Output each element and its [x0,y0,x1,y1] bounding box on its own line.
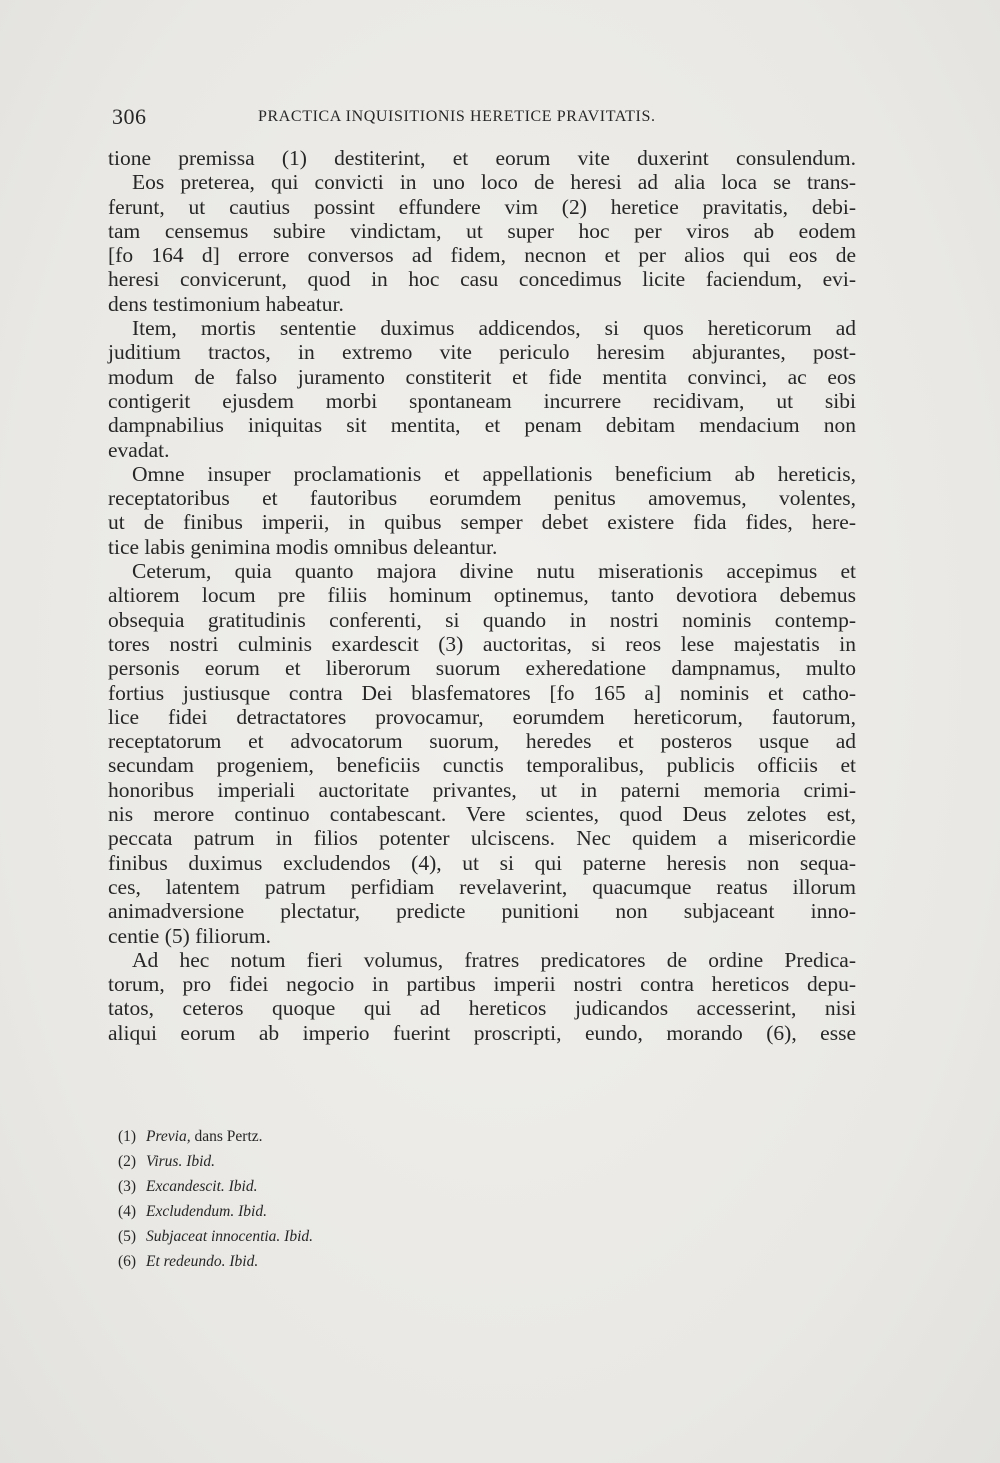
footnote [118,1124,518,1149]
text-line: finibus duximus excludendos (4), ut si qui paterne heresis non sequa- [108,850,856,875]
text-line: secundam progeniem, beneficiis cunctis temporalibus, publicis officiis et [108,753,856,778]
text-line: dens testimonium habeatur. [108,291,344,316]
running-head: PRACTICA INQUISITIONIS HERETICE PRAVITATIS. [258,108,656,125]
footnote-text: Virus. Ibid. [146,1153,216,1170]
text-line: personis eorum et liberorum suorum exheredatione dampnamus, multo [108,656,856,681]
text-line: modum de falso juramento constiterit et fide mentita convinci, ac eos [108,364,856,389]
footnotes [118,1124,518,1274]
text-line: evadat. [108,437,170,462]
text-line: Ad hec notum fieri volumus, fratres predicatores de ordine Predica- [132,947,856,972]
footnote [118,1224,518,1249]
text-line: tores nostri culminis exardescit (3) auctoritas, si reos lese majestatis in [108,631,856,656]
footnote-text: Subjaceat innocentia. Ibid. [146,1228,314,1245]
text-line: aliqui eorum ab imperio fuerint proscripti, eundo, morando (6), esse [108,1020,856,1045]
body-text [108,146,856,1045]
text-line: Eos preterea, qui convicti in uno loco de heresi ad alia loca se trans- [132,170,856,195]
footnote-mark: (1) [118,1128,137,1145]
text-line: Omne insuper proclamationis et appellationis beneficium ab hereticis, [132,461,856,486]
footnote-text: Excludendum. Ibid. [146,1203,267,1220]
footnote-text: Excandescit. Ibid. [146,1178,258,1195]
text-line: tatos, ceteros quoque qui ad hereticos judicandos accesserint, nisi [108,996,856,1021]
footnote [118,1249,518,1274]
text-line: peccata patrum in filios potenter ulciscens. Nec quidem a misericordie [108,826,856,851]
text-line: tione premissa (1) destiterint, et eorum vite duxerint consulendum. [108,146,856,170]
text-line: ut de finibus imperii, in quibus semper debet existere fida fides, here- [108,510,856,535]
footnote-source: dans Pertz. [190,1128,263,1145]
text-line: contigerit ejusdem morbi spontaneam incurrere recidivam, ut sibi [108,388,856,413]
footnote [118,1149,518,1174]
page-number: 306 [112,104,147,129]
text-line: tam censemus subire vindictam, ut super hoc per viros ab eodem [108,218,856,243]
text-line: ces, latentem patrum perfidiam revelaverint, quacumque reatus illorum [108,874,856,899]
text-line: lice fidei detractatores provocamur, eorumdem hereticorum, fautorum, [108,704,856,729]
text-line: ferunt, ut cautius possint effundere vim (2) heretice pravitatis, debi- [108,194,856,219]
text-line: receptatoribus et fautoribus eorumdem penitus amovemus, volentes, [108,486,856,511]
text-line: animadversione plectatur, predicte punitioni non subjaceant inno- [108,899,856,924]
footnote-mark: (3) [118,1178,137,1195]
footnote-mark: (6) [118,1253,137,1270]
text-line: tice labis genimina modis omnibus deleantur. [108,534,498,559]
footnote-text: Previa, [146,1128,191,1145]
text-line: [fo 164 d] errore conversos ad fidem, necnon et per alios qui eos de [108,243,856,268]
text-line: obsequia gratitudinis conferenti, si quando in nostri nominis contemp- [108,607,856,632]
text-line: centie (5) filiorum. [108,923,271,948]
text-line: Item, mortis sententie duximus addicendos, si quos hereticorum ad [132,316,856,341]
text-line: nis merore continuo contabescant. Vere scientes, quod Deus zelotes est, [108,802,856,827]
text-line: juditium tractos, in extremo vite periculo heresim abjurantes, post- [108,340,856,365]
text-line: fortius justiusque contra Dei blasfematores [fo 165 a] nominis et catho- [108,680,856,705]
footnote-mark: (2) [118,1153,137,1170]
text-line: altiorem locum pre filiis hominum optinemus, tanto devotiora debemus [108,583,856,608]
footnote-text: Et redeundo. Ibid. [146,1253,259,1270]
text-line: torum, pro fidei negocio in partibus imperii nostri contra hereticos depu- [108,972,856,997]
footnote [118,1199,518,1224]
footnote-mark: (4) [118,1203,137,1220]
text-line: dampnabilius iniquitas sit mentita, et penam debitam mendacium non [108,413,856,438]
text-line: receptatorum et advocatorum suorum, heredes et posteros usque ad [108,729,856,754]
text-line: honoribus imperiali auctoritate privantes, ut in paterni memoria crimi- [108,777,856,802]
page-header [112,104,860,134]
text-line: Ceterum, quia quanto majora divine nutu miserationis accepimus et [132,559,856,584]
footnote [118,1174,518,1199]
footnote-mark: (5) [118,1228,137,1245]
text-line: heresi convicerunt, quod in hoc casu concedimus licite faciendum, evi- [108,267,856,292]
